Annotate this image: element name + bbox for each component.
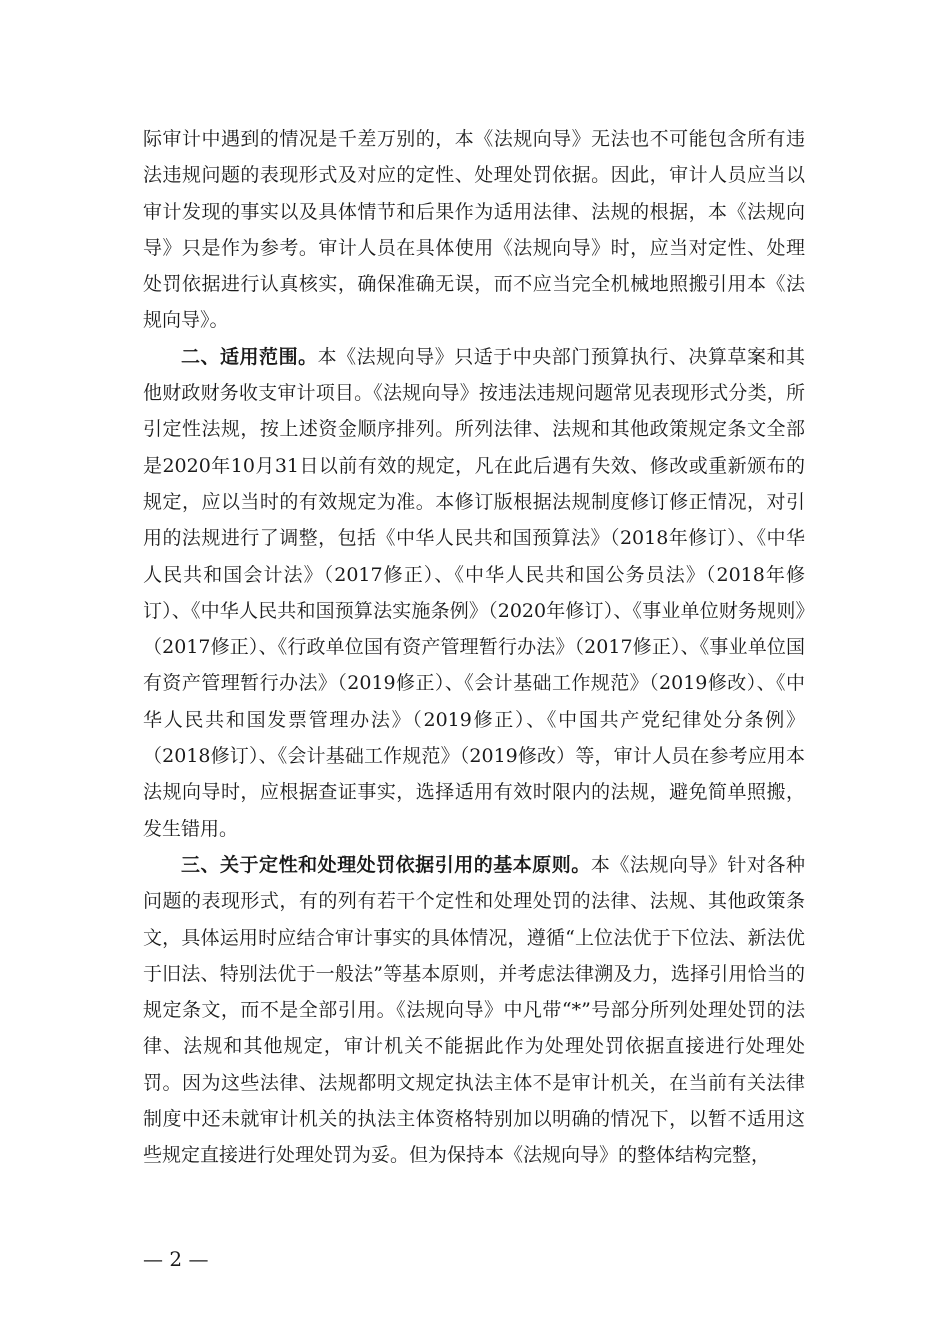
section-heading-principles: 三、关于定性和处理处罚依据引用的基本原则。 [181,853,591,876]
section-heading-scope: 二、适用范围。 [181,345,318,368]
paragraph-scope [143,339,805,847]
paragraph-text: 际审计中遇到的情况是千差万别的，本《法规向导》无法也不可能包含所有违法违规问题的表现形式及对应的定性、处理处罚依据。因此，审计人员应当以审计发现的事实以及具体情节和后果作为适用法律、法规的根据，本《法规向导》只是作为参考。审计人员在具体使用《法规向导》时，应当对定性、处理处罚依据进行认真核实，确保准确无误，而不应当完全机械地照搬引用本《法规向导》。 [143,128,805,332]
paragraph-principles [143,847,805,1174]
paragraph-text: 本《法规向导》针对各种问题的表现形式，有的列有若干个定性和处理处罚的法律、法规、其他政策条文，具体运用时应结合审计事实的具体情况，遵循“上位法优于下位法、新法优于旧法、特别法优于一般法”等基本原则，并考虑法律溯及力，选择引用恰当的规定条文，而不是全部引用。《法规向导》中凡带“*”号部分所列处理处罚的法律、法规和其他规定，审计机关不能据此作为处理处罚依据直接进行处理处罚。因为这些法律、法规都明文规定执法主体不是审计机关，在当前有关法律制度中还未就审计机关的执法主体资格特别加以明确的情况下，以暂不适用这些规定直接进行处理处罚为妥。但为保持本《法规向导》的整体结构完整， [143,853,805,1167]
document-body [143,121,805,1174]
paragraph-text: 本《法规向导》只适于中央部门预算执行、决算草案和其他财政财务收支审计项目。《法规向导》按违法违规问题常见表现形式分类，所引定性法规，按上述资金顺序排列。所列法律、法规和其他政策规定条文全部是2020年10月31日以前有效的规定，凡在此后遇有失效、修改或重新颁布的规定，应以当时的有效规定为准。本修订版根据法规制度修订修正情况，对引用的法规进行了调整，包括《中华人民共和国预算法》（2018年修订）、《中华人民共和国会计法》（2017修正）、《中华人民共和国公务员法》（2018年修订）、《中华人民共和国预算法实施条例》（2020年修订）、《事业单位财务规则》（2017修正）、《行政单位国有资产管理暂行办法》（2017修正）、《事业单位国有资产管理暂行办法》（2019修正）、《会计基础工作规范》（2019修改）、《中华人民共和国发票管理办法》（2019修正）、《中国共产党纪律处分条例》（2018修订）、《会计基础工作规范》（2019修改）等，审计人员在参考应用本法规向导时，应根据查证事实，选择适用有效时限内的法规，避免简单照搬，发生错用。 [143,345,805,840]
paragraph-continuation [143,121,805,339]
page-number: — 2 — [143,1247,209,1271]
